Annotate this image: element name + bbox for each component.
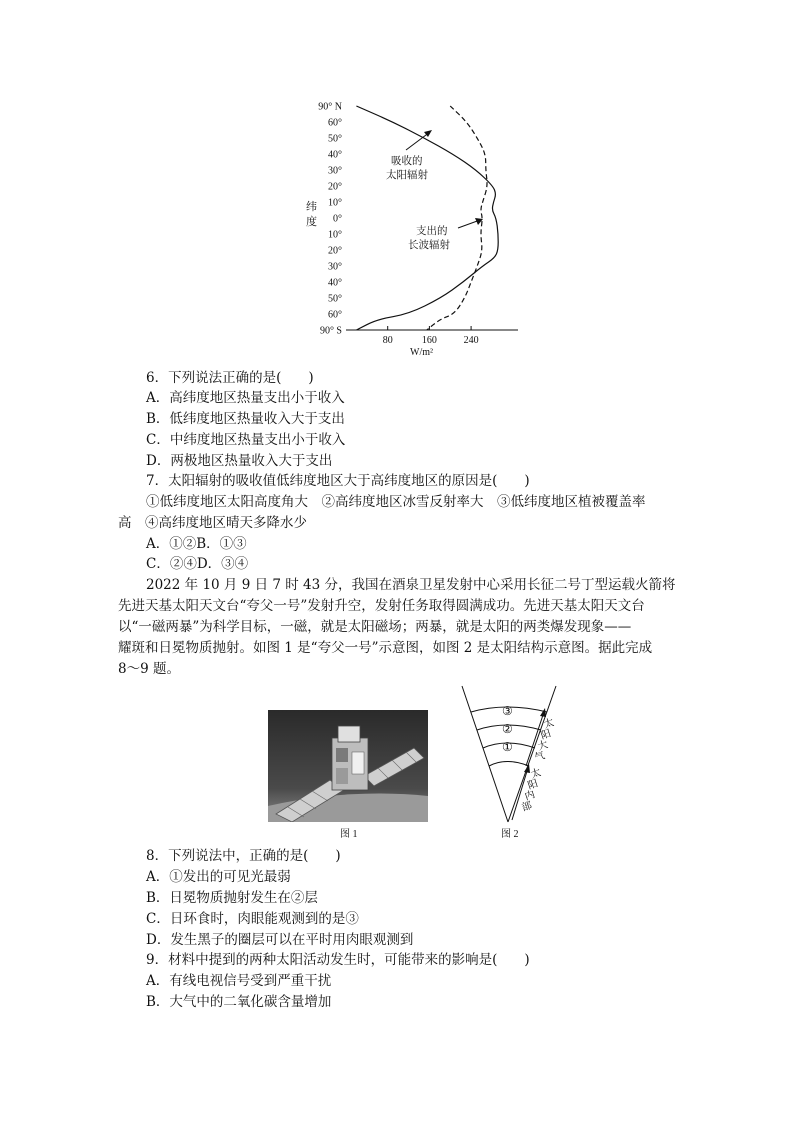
passage-line-2: 先进天基太阳天文台“夸父一号”发射升空，发射任务取得圆满成功。先进天基太阳天文台: [118, 598, 645, 614]
y-tick-label: 20°: [328, 245, 342, 257]
y-tick-label: 10°: [328, 197, 342, 209]
y-tick-label: 40°: [328, 149, 342, 161]
q6-option-a: A．高纬度地区热量支出小于收入: [146, 390, 345, 406]
q6-option-c: C．中纬度地区热量支出小于收入: [146, 432, 346, 448]
q7-options-cd: C．②④D．③④: [146, 556, 249, 572]
interior-label-3: 内: [523, 789, 537, 803]
figure-1-satellite-image: [268, 710, 428, 822]
passage-line-5: 8～9 题。: [118, 661, 180, 677]
x-tick-label: 240: [463, 335, 479, 346]
q8-option-c: C．日环食时，肉眼能观测到的是③: [146, 911, 359, 927]
x-tick-label: 80: [382, 335, 393, 346]
series-label-absorbed-2: 太阳辐射: [386, 170, 428, 181]
passage-line-4: 耀斑和日冕物质抛射。如图 1 是“夸父一号”示意图，如图 2 是太阳结构示意图。据此完成: [118, 640, 653, 656]
layer-boundary-0: [489, 762, 529, 767]
figure-2-caption: 图 2: [501, 829, 519, 840]
layer-2-label: ②: [502, 722, 513, 736]
y-axis-label-2: 度: [306, 216, 317, 228]
series-label-emitted-2: 长波辐射: [408, 240, 450, 251]
passage-line-3: 以“一磁两暴”为科学目标，一磁，就是太阳磁场；两暴，就是太阳的两类爆发现象——: [118, 619, 632, 635]
interior-label-1: 太: [529, 767, 543, 781]
passage-line-1: 2022 年 10 月 9 日 7 时 43 分，我国在酒泉卫星发射中心采用长征二号丁型运载火箭将: [146, 577, 676, 593]
y-tick-label: 40°: [328, 277, 342, 289]
q9-stem: 9．材料中提到的两种太阳活动发生时，可能带来的影响是( ): [146, 952, 530, 968]
q7-items-line1: ①低纬度地区太阳高度角大 ②高纬度地区冰雪反射率大 ③低纬度地区植被覆盖率: [146, 494, 646, 510]
y-tick-label: 30°: [328, 165, 342, 177]
atmosphere-label-3: 大: [536, 739, 550, 753]
q6-option-d: D．两极地区热量收入大于支出: [146, 453, 333, 469]
q7-items-line2: 高 ④高纬度地区晴天多降水少: [118, 515, 307, 531]
q9-option-a: A．有线电视信号受到严重干扰: [146, 973, 332, 989]
q6-option-b: B．低纬度地区热量收入大于支出: [146, 411, 345, 427]
y-axis-label-1: 纬: [306, 201, 317, 213]
y-tick-label: 90° S: [319, 325, 342, 337]
q7-stem: 7．太阳辐射的吸收值低纬度地区大于高纬度地区的原因是( ): [146, 473, 530, 489]
series-line-emitted-longwave: [427, 106, 487, 330]
q8-option-d: D．发生黑子的圈层可以在平时用肉眼观测到: [146, 932, 414, 948]
atmosphere-arrowhead: [540, 708, 546, 717]
x-tick-label: 160: [421, 335, 437, 346]
interior-label-4: 部: [520, 800, 534, 814]
y-tick-label: 0°: [333, 213, 342, 225]
series-label-emitted-1: 支出的: [416, 226, 448, 237]
q9-option-b: B．大气中的二氧化碳含量增加: [146, 994, 332, 1010]
x-axis-title: W/m²: [410, 347, 433, 358]
interior-label-2: 阳: [526, 778, 540, 792]
layer-3-label: ③: [502, 704, 513, 718]
q8-option-b: B．日冕物质抛射发生在②层: [146, 890, 318, 906]
y-tick-label: 10°: [328, 229, 342, 241]
y-tick-label: 20°: [328, 181, 342, 193]
series-label-absorbed-1: 吸收的: [391, 156, 423, 167]
figure-2-solar-structure: [456, 682, 576, 830]
series-line-absorbed-solar: [356, 106, 498, 330]
q7-options-ab: A．①②B．①③: [146, 536, 247, 552]
figure-1-caption: 图 1: [340, 829, 358, 840]
radiation-chart: [298, 98, 528, 360]
y-tick-label: 90° N: [318, 101, 342, 113]
q6-stem: 6．下列说法正确的是( ): [146, 370, 314, 386]
q8-option-a: A．①发出的可见光最弱: [146, 869, 291, 885]
cone-right-edge: [508, 686, 556, 822]
y-tick-label: 50°: [328, 133, 342, 145]
q8-stem: 8．下列说法中，正确的是( ): [146, 848, 341, 864]
layer-1-label: ①: [502, 740, 513, 754]
y-tick-label: 60°: [328, 309, 342, 321]
atmosphere-label-2: 阳: [539, 728, 553, 742]
y-tick-label: 60°: [328, 117, 342, 129]
y-tick-label: 30°: [328, 261, 342, 273]
y-tick-label: 50°: [328, 293, 342, 305]
atmosphere-label-1: 太: [542, 717, 556, 731]
atmosphere-label-4: 气: [533, 750, 547, 764]
